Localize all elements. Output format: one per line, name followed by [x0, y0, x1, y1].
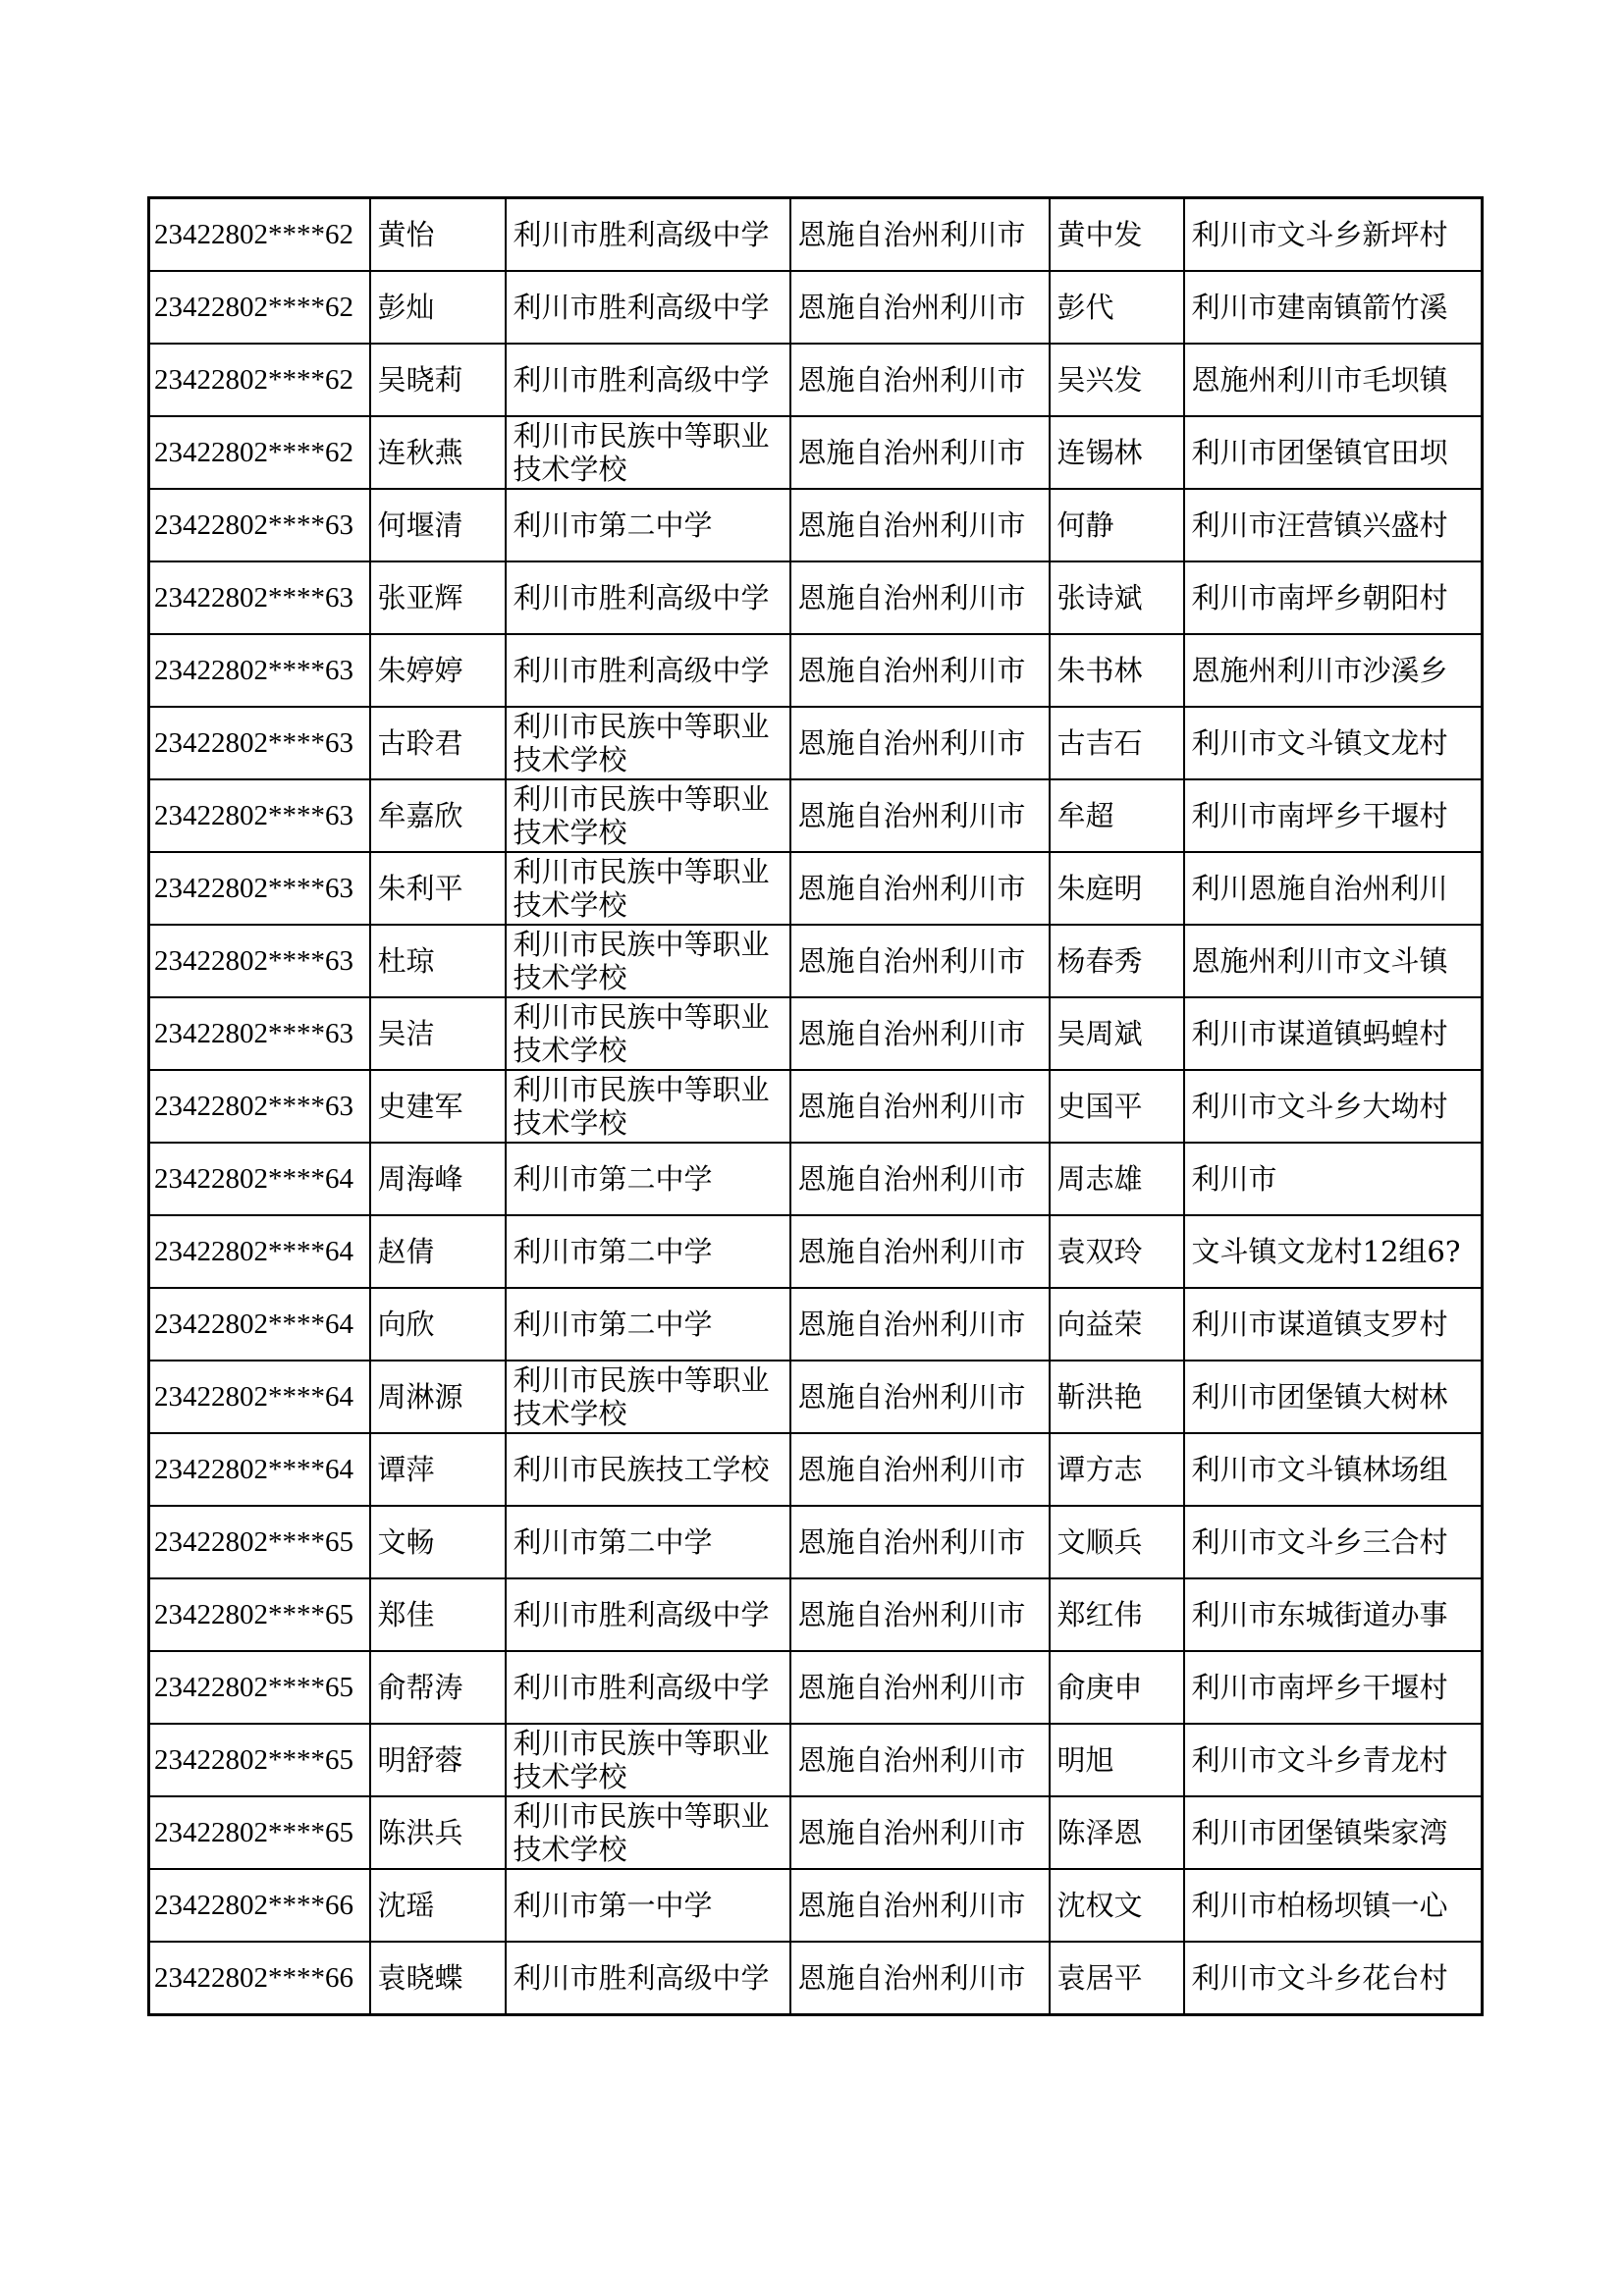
address-cell: 利川市南坪乡干堰村: [1184, 1651, 1483, 1724]
parent-name-cell: 俞庚申: [1050, 1651, 1184, 1724]
address-cell: 利川市谋道镇蚂蝗村: [1184, 997, 1483, 1070]
school-cell: 利川市民族中等职业技术学校: [506, 852, 790, 925]
region-cell: 恩施自治州利川市: [790, 1578, 1050, 1651]
student-name-cell: 周淋源: [370, 1361, 506, 1433]
address-cell: 利川市东城街道办事: [1184, 1578, 1483, 1651]
address-cell: 利川市文斗乡三合村: [1184, 1506, 1483, 1578]
id-number-cell: 23422802****64: [149, 1143, 370, 1215]
region-cell: 恩施自治州利川市: [790, 561, 1050, 634]
table-row: [149, 1215, 1483, 1288]
school-cell: 利川市第二中学: [506, 489, 790, 561]
student-name-cell: 朱利平: [370, 852, 506, 925]
address-cell: 利川市: [1184, 1143, 1483, 1215]
id-number-cell: 23422802****63: [149, 925, 370, 997]
table-row: [149, 1869, 1483, 1942]
address-cell: 利川市建南镇箭竹溪: [1184, 271, 1483, 344]
parent-name-cell: 张诗斌: [1050, 561, 1184, 634]
table-row: [149, 1942, 1483, 2015]
table-row: [149, 1651, 1483, 1724]
address-cell: 恩施州利川市毛坝镇: [1184, 344, 1483, 416]
student-name-cell: 吴晓莉: [370, 344, 506, 416]
parent-name-cell: 周志雄: [1050, 1143, 1184, 1215]
student-name-cell: 连秋燕: [370, 416, 506, 489]
school-cell: 利川市胜利高级中学: [506, 1942, 790, 2015]
school-cell: 利川市第二中学: [506, 1143, 790, 1215]
student-name-cell: 陈洪兵: [370, 1796, 506, 1869]
parent-name-cell: 彭代: [1050, 271, 1184, 344]
school-cell: 利川市民族中等职业技术学校: [506, 707, 790, 779]
student-name-cell: 郑佳: [370, 1578, 506, 1651]
id-number-cell: 23422802****65: [149, 1578, 370, 1651]
parent-name-cell: 黄中发: [1050, 198, 1184, 272]
table-row: [149, 997, 1483, 1070]
id-number-cell: 23422802****63: [149, 561, 370, 634]
address-cell: 利川市团堡镇官田坝: [1184, 416, 1483, 489]
region-cell: 恩施自治州利川市: [790, 779, 1050, 852]
address-cell: 文斗镇文龙村12组6?: [1184, 1215, 1483, 1288]
parent-name-cell: 杨春秀: [1050, 925, 1184, 997]
table-row: [149, 1506, 1483, 1578]
parent-name-cell: 郑红伟: [1050, 1578, 1184, 1651]
table-row: [149, 779, 1483, 852]
roster-body: [149, 198, 1483, 2015]
region-cell: 恩施自治州利川市: [790, 1506, 1050, 1578]
student-name-cell: 向欣: [370, 1288, 506, 1361]
student-name-cell: 吴洁: [370, 997, 506, 1070]
id-number-cell: 23422802****63: [149, 779, 370, 852]
address-cell: 利川市文斗乡青龙村: [1184, 1724, 1483, 1796]
student-name-cell: 赵倩: [370, 1215, 506, 1288]
table-row: [149, 634, 1483, 707]
school-cell: 利川市民族中等职业技术学校: [506, 1361, 790, 1433]
address-cell: 利川市文斗镇林场组: [1184, 1433, 1483, 1506]
region-cell: 恩施自治州利川市: [790, 1215, 1050, 1288]
student-name-cell: 黄怡: [370, 198, 506, 272]
parent-name-cell: 袁居平: [1050, 1942, 1184, 2015]
school-cell: 利川市第二中学: [506, 1288, 790, 1361]
table-row: [149, 1070, 1483, 1143]
table-row: [149, 1288, 1483, 1361]
school-cell: 利川市胜利高级中学: [506, 634, 790, 707]
parent-name-cell: 古吉石: [1050, 707, 1184, 779]
school-cell: 利川市胜利高级中学: [506, 1651, 790, 1724]
table-row: [149, 561, 1483, 634]
address-cell: 利川市南坪乡干堰村: [1184, 779, 1483, 852]
school-cell: 利川市民族中等职业技术学校: [506, 925, 790, 997]
region-cell: 恩施自治州利川市: [790, 198, 1050, 272]
region-cell: 恩施自治州利川市: [790, 1143, 1050, 1215]
table-row: [149, 1143, 1483, 1215]
student-name-cell: 张亚辉: [370, 561, 506, 634]
parent-name-cell: 谭方志: [1050, 1433, 1184, 1506]
region-cell: 恩施自治州利川市: [790, 1288, 1050, 1361]
student-name-cell: 古聆君: [370, 707, 506, 779]
school-cell: 利川市第一中学: [506, 1869, 790, 1942]
school-cell: 利川市民族中等职业技术学校: [506, 416, 790, 489]
table-row: [149, 416, 1483, 489]
region-cell: 恩施自治州利川市: [790, 489, 1050, 561]
id-number-cell: 23422802****63: [149, 1070, 370, 1143]
address-cell: 利川市谋道镇支罗村: [1184, 1288, 1483, 1361]
parent-name-cell: 牟超: [1050, 779, 1184, 852]
parent-name-cell: 何静: [1050, 489, 1184, 561]
table-row: [149, 707, 1483, 779]
parent-name-cell: 向益荣: [1050, 1288, 1184, 1361]
id-number-cell: 23422802****65: [149, 1506, 370, 1578]
table-row: [149, 1796, 1483, 1869]
address-cell: 利川市文斗乡新坪村: [1184, 198, 1483, 272]
region-cell: 恩施自治州利川市: [790, 416, 1050, 489]
table-row: [149, 271, 1483, 344]
school-cell: 利川市胜利高级中学: [506, 561, 790, 634]
region-cell: 恩施自治州利川市: [790, 1433, 1050, 1506]
id-number-cell: 23422802****66: [149, 1942, 370, 2015]
student-name-cell: 谭萍: [370, 1433, 506, 1506]
region-cell: 恩施自治州利川市: [790, 1869, 1050, 1942]
table-row: [149, 1578, 1483, 1651]
table-row: [149, 1724, 1483, 1796]
parent-name-cell: 沈权文: [1050, 1869, 1184, 1942]
student-name-cell: 明舒蓉: [370, 1724, 506, 1796]
table-row: [149, 925, 1483, 997]
id-number-cell: 23422802****64: [149, 1433, 370, 1506]
school-cell: 利川市胜利高级中学: [506, 271, 790, 344]
parent-name-cell: 吴周斌: [1050, 997, 1184, 1070]
region-cell: 恩施自治州利川市: [790, 1361, 1050, 1433]
school-cell: 利川市民族中等职业技术学校: [506, 1724, 790, 1796]
address-cell: 利川市文斗乡花台村: [1184, 1942, 1483, 2015]
school-cell: 利川市第二中学: [506, 1215, 790, 1288]
address-cell: 利川市汪营镇兴盛村: [1184, 489, 1483, 561]
school-cell: 利川市胜利高级中学: [506, 198, 790, 272]
table-row: [149, 1433, 1483, 1506]
region-cell: 恩施自治州利川市: [790, 1070, 1050, 1143]
table-row: [149, 852, 1483, 925]
address-cell: 利川恩施自治州利川: [1184, 852, 1483, 925]
address-cell: 利川市团堡镇大树林: [1184, 1361, 1483, 1433]
region-cell: 恩施自治州利川市: [790, 707, 1050, 779]
parent-name-cell: 陈泽恩: [1050, 1796, 1184, 1869]
region-cell: 恩施自治州利川市: [790, 925, 1050, 997]
id-number-cell: 23422802****65: [149, 1796, 370, 1869]
parent-name-cell: 文顺兵: [1050, 1506, 1184, 1578]
student-roster-table: [147, 196, 1484, 2016]
region-cell: 恩施自治州利川市: [790, 271, 1050, 344]
region-cell: 恩施自治州利川市: [790, 1942, 1050, 2015]
address-cell: 利川市文斗乡大坳村: [1184, 1070, 1483, 1143]
address-cell: 恩施州利川市沙溪乡: [1184, 634, 1483, 707]
region-cell: 恩施自治州利川市: [790, 1724, 1050, 1796]
id-number-cell: 23422802****63: [149, 852, 370, 925]
id-number-cell: 23422802****65: [149, 1651, 370, 1724]
id-number-cell: 23422802****62: [149, 344, 370, 416]
school-cell: 利川市第二中学: [506, 1506, 790, 1578]
id-number-cell: 23422802****63: [149, 489, 370, 561]
school-cell: 利川市胜利高级中学: [506, 1578, 790, 1651]
parent-name-cell: 朱书林: [1050, 634, 1184, 707]
school-cell: 利川市民族中等职业技术学校: [506, 779, 790, 852]
address-cell: 利川市文斗镇文龙村: [1184, 707, 1483, 779]
student-name-cell: 周海峰: [370, 1143, 506, 1215]
parent-name-cell: 吴兴发: [1050, 344, 1184, 416]
id-number-cell: 23422802****62: [149, 271, 370, 344]
parent-name-cell: 朱庭明: [1050, 852, 1184, 925]
region-cell: 恩施自治州利川市: [790, 1796, 1050, 1869]
table-row: [149, 489, 1483, 561]
region-cell: 恩施自治州利川市: [790, 997, 1050, 1070]
student-name-cell: 彭灿: [370, 271, 506, 344]
id-number-cell: 23422802****65: [149, 1724, 370, 1796]
id-number-cell: 23422802****66: [149, 1869, 370, 1942]
parent-name-cell: 靳洪艳: [1050, 1361, 1184, 1433]
parent-name-cell: 连锡林: [1050, 416, 1184, 489]
student-name-cell: 俞帮涛: [370, 1651, 506, 1724]
school-cell: 利川市民族中等职业技术学校: [506, 1796, 790, 1869]
school-cell: 利川市胜利高级中学: [506, 344, 790, 416]
id-number-cell: 23422802****64: [149, 1361, 370, 1433]
table-row: [149, 344, 1483, 416]
id-number-cell: 23422802****62: [149, 198, 370, 272]
table-row: [149, 1361, 1483, 1433]
school-cell: 利川市民族技工学校: [506, 1433, 790, 1506]
student-name-cell: 袁晓蝶: [370, 1942, 506, 2015]
region-cell: 恩施自治州利川市: [790, 634, 1050, 707]
region-cell: 恩施自治州利川市: [790, 344, 1050, 416]
address-cell: 利川市南坪乡朝阳村: [1184, 561, 1483, 634]
parent-name-cell: 袁双玲: [1050, 1215, 1184, 1288]
table-row: [149, 198, 1483, 272]
id-number-cell: 23422802****64: [149, 1288, 370, 1361]
student-name-cell: 沈瑶: [370, 1869, 506, 1942]
id-number-cell: 23422802****64: [149, 1215, 370, 1288]
region-cell: 恩施自治州利川市: [790, 852, 1050, 925]
student-name-cell: 何堰清: [370, 489, 506, 561]
school-cell: 利川市民族中等职业技术学校: [506, 997, 790, 1070]
id-number-cell: 23422802****63: [149, 997, 370, 1070]
student-name-cell: 朱婷婷: [370, 634, 506, 707]
parent-name-cell: 明旭: [1050, 1724, 1184, 1796]
region-cell: 恩施自治州利川市: [790, 1651, 1050, 1724]
student-name-cell: 杜琼: [370, 925, 506, 997]
id-number-cell: 23422802****63: [149, 634, 370, 707]
student-name-cell: 文畅: [370, 1506, 506, 1578]
school-cell: 利川市民族中等职业技术学校: [506, 1070, 790, 1143]
address-cell: 利川市团堡镇柴家湾: [1184, 1796, 1483, 1869]
address-cell: 恩施州利川市文斗镇: [1184, 925, 1483, 997]
student-name-cell: 牟嘉欣: [370, 779, 506, 852]
id-number-cell: 23422802****63: [149, 707, 370, 779]
address-cell: 利川市柏杨坝镇一心: [1184, 1869, 1483, 1942]
student-name-cell: 史建军: [370, 1070, 506, 1143]
id-number-cell: 23422802****62: [149, 416, 370, 489]
parent-name-cell: 史国平: [1050, 1070, 1184, 1143]
